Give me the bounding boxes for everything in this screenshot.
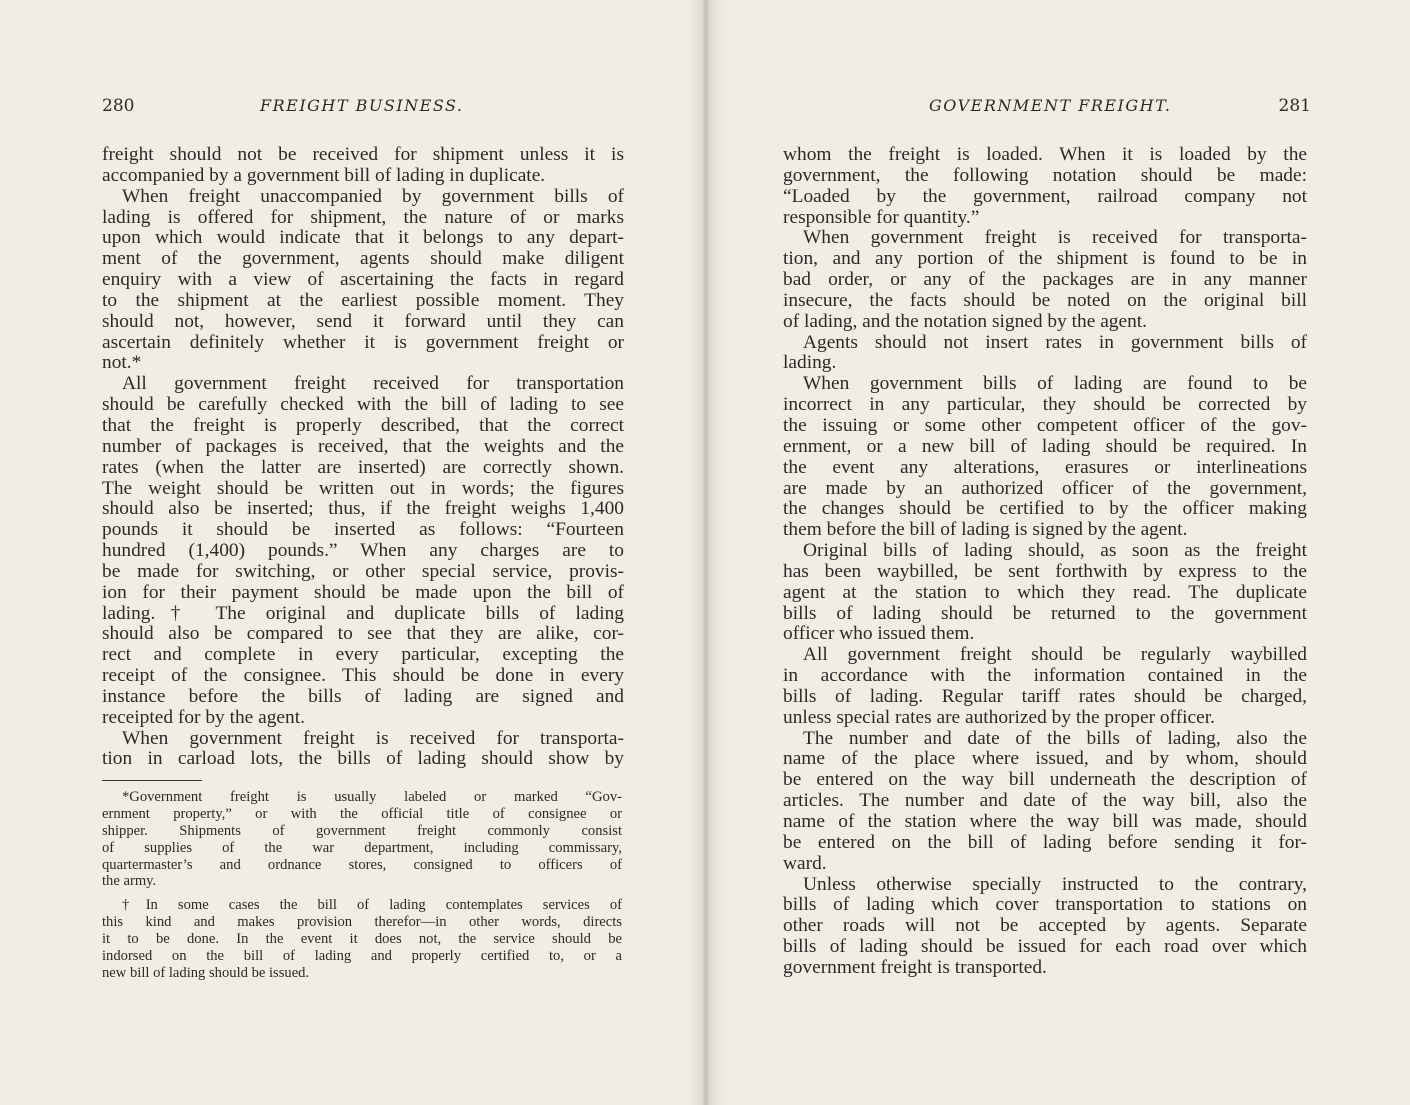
footnote [102, 897, 622, 981]
left-running-title: FREIGHT BUSINESS. [260, 96, 464, 115]
text-line: accompanied by a government bill of lading in duplicate. [102, 164, 546, 186]
footnote-line: *Government freight is usually labeled or marked “Gov- [122, 789, 622, 805]
footnote-line: indorsed on the bill of lading and properly certified to, or a [102, 948, 622, 965]
text-line: rect and complete in every particular, excepting the [102, 644, 624, 666]
text-line: officer who issued them. [783, 623, 975, 645]
text-line: freight should not be received for shipment unless it is [102, 144, 624, 165]
text-line: bad order, or any of the packages are in any manner [783, 269, 1307, 291]
text-line: receipt of the consignee. This should be done in every [102, 665, 624, 687]
text-line: whom the freight is loaded. When it is loaded by the [783, 144, 1307, 165]
right-page-number: 281 [1278, 96, 1311, 116]
text-line: ion for their payment should be made upon the bill of [102, 581, 624, 603]
text-line: of lading, and the notation signed by the agent. [783, 310, 1148, 332]
left-page-number: 280 [102, 96, 135, 116]
left-page-body [102, 145, 624, 770]
footnote-rule [102, 780, 202, 781]
text-line: When government freight is received for transporta- [803, 227, 1307, 249]
text-line: All government freight should be regularly waybilled [803, 644, 1307, 666]
footnote [102, 789, 622, 890]
footnote-line: †In some cases the bill of lading contemplates services of [122, 897, 622, 914]
text-line: receipted for by the agent. [102, 706, 305, 728]
text-line: The weight should be written out in words; the figures [102, 477, 624, 499]
text-line: When government freight is received for transporta- [122, 727, 624, 749]
text-line: be entered on the way bill underneath the description of [783, 769, 1307, 791]
text-line: tion in carload lots, the bills of lading should show by [102, 748, 624, 770]
footnote-line: it to be done. In the event it does not, the service should be [102, 931, 622, 948]
text-line: lading. [783, 352, 837, 374]
footnote-line: quartermaster’s and ordnance stores, consigned to officers of [102, 856, 622, 873]
right-page-header [783, 96, 1311, 120]
text-line: the issuing or some other competent officer of the gov- [783, 414, 1307, 436]
text-line: incorrect in any particular, they should be corrected by [783, 394, 1307, 416]
text-line: When government bills of lading are found to be [803, 373, 1307, 395]
text-line: instance before the bills of lading are signed and [102, 685, 624, 707]
text-line: ment of the government, agents should make diligent [102, 248, 624, 270]
text-line: unless special rates are authorized by the proper officer. [783, 706, 1215, 728]
text-line: rates (when the latter are inserted) are correctly shown. [102, 456, 624, 478]
text-line: should not, however, send it forward until they can [102, 310, 624, 332]
text-line: are made by an authorized officer of the government, [783, 477, 1307, 499]
text-line: to the shipment at the earliest possible moment. They [102, 289, 624, 311]
text-line: not.* [102, 352, 142, 374]
text-line: the event any alterations, erasures or interlineations [783, 456, 1307, 478]
text-line: government, the following notation should be made: [783, 164, 1307, 186]
text-line: insecure, the facts should be noted on the original bill [783, 289, 1307, 311]
right-running-title: GOVERNMENT FREIGHT. [929, 96, 1172, 115]
text-line: “Loaded by the government, railroad company not [783, 185, 1307, 207]
text-line: enquiry with a view of ascertaining the facts in regard [102, 269, 624, 291]
text-line: bills of lading which cover transportation to stations on [783, 894, 1307, 916]
text-line: Original bills of lading should, as soon as the freight [803, 540, 1307, 562]
text-line: All government freight received for transportation [122, 373, 624, 395]
footnote-line: this kind and makes provision therefor—in other words, directs [102, 914, 622, 931]
text-line: bills of lading. Regular tariff rates should be charged, [783, 685, 1307, 707]
text-line: them before the bill of lading is signed by the agent. [783, 519, 1188, 541]
footnote-line: of supplies of the war department, including commissary, [102, 839, 622, 856]
text-line: lading.† The original and duplicate bills of lading [102, 602, 624, 624]
text-line: Agents should not insert rates in government bills of [803, 331, 1307, 353]
text-line: pounds it should be inserted as follows: “Fourteen [102, 519, 624, 541]
text-line: lading is offered for shipment, the nature of or marks [102, 206, 624, 228]
left-page-footnotes [102, 789, 622, 982]
text-line: hundred (1,400) pounds.” When any charges are to [102, 540, 624, 562]
left-page-header [102, 96, 626, 120]
footnote-line: the army. [102, 873, 157, 890]
text-line: When freight unaccompanied by government bills of [122, 185, 624, 207]
text-line: should also be inserted; thus, if the freight weighs 1,400 [102, 498, 624, 520]
text-line: the changes should be certified to by the officer making [783, 498, 1307, 520]
footnote-line: new bill of lading should be issued. [102, 964, 310, 981]
text-line: bills of lading should be returned to the government [783, 602, 1307, 624]
text-line: should also be compared to see that they are alike, cor- [102, 623, 624, 645]
text-line: ernment, or a new bill of lading should be required. In [783, 435, 1307, 457]
footnote-line: shipper. Shipments of government freight commonly consist [102, 822, 622, 839]
text-line: be entered on the bill of lading before sending it for- [783, 831, 1307, 853]
text-line: should be carefully checked with the bill of lading to see [102, 394, 624, 416]
text-line: The number and date of the bills of lading, also the [803, 727, 1307, 749]
right-page [705, 0, 1410, 1105]
text-line: Unless otherwise specially instructed to the contrary, [803, 873, 1307, 895]
text-line: articles. The number and date of the way bill, also the [783, 790, 1307, 812]
footnote-line: ernment property,” or with the official title of consignee or [102, 805, 622, 822]
text-line: that the freight is properly described, that the correct [102, 414, 624, 436]
text-line: be made for switching, or other special service, provis- [102, 560, 624, 582]
text-line: ascertain definitely whether it is government freight or [102, 331, 624, 353]
text-line: other roads will not be accepted by agents. Separate [783, 915, 1307, 937]
text-line: ward. [783, 852, 827, 874]
text-line: upon which would indicate that it belongs to any depart- [102, 227, 624, 249]
text-line: in accordance with the information contained in the [783, 665, 1307, 687]
right-page-body [783, 145, 1307, 979]
text-line: bills of lading should be issued for each road over which [783, 936, 1307, 958]
text-line: name of the place where issued, and by whom, should [783, 748, 1307, 770]
book-gutter [688, 0, 724, 1105]
text-line: has been waybilled, be sent forthwith by express to the [783, 560, 1307, 582]
text-line: government freight is transported. [783, 956, 1047, 978]
text-line: number of packages is received, that the weights and the [102, 435, 624, 457]
text-line: name of the station where the way bill was made, should [783, 811, 1307, 832]
text-line: tion, and any portion of the shipment is found to be in [783, 248, 1307, 270]
text-line: agent at the station to which they read. The duplicate [783, 581, 1307, 603]
text-line: responsible for quantity.” [783, 206, 980, 228]
